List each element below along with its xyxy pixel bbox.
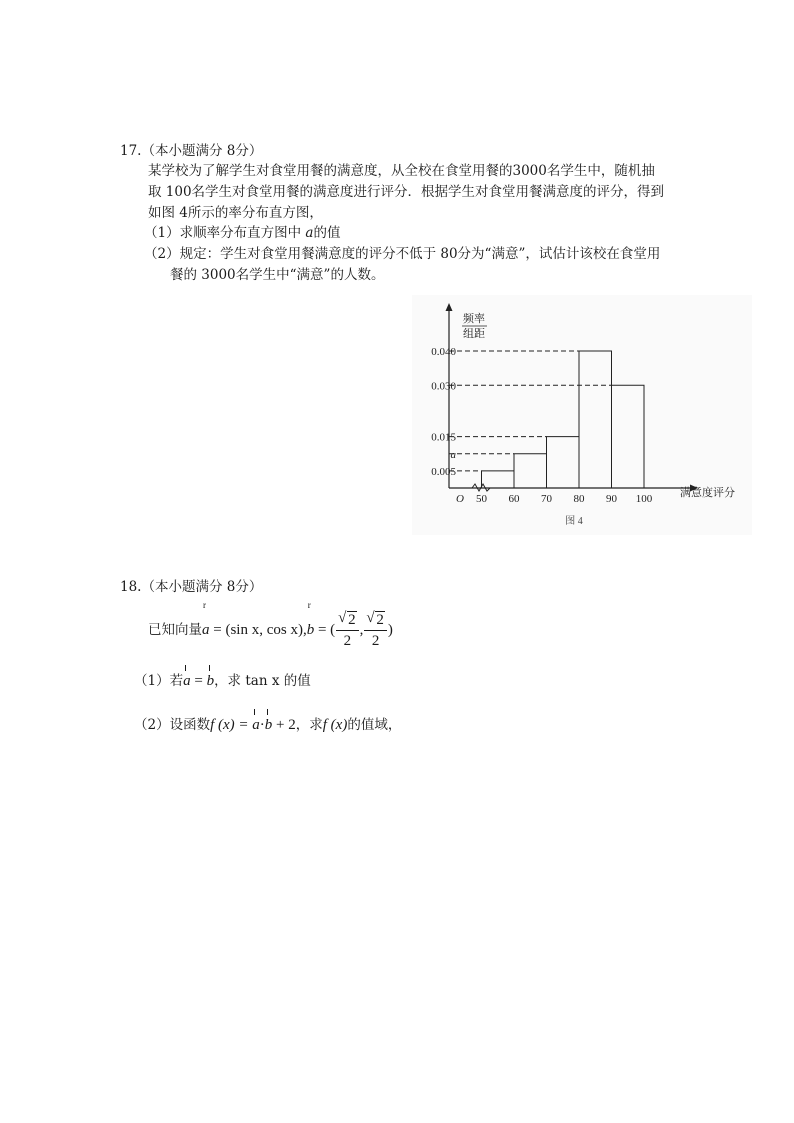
q17-sub1-end: 的值	[313, 225, 341, 241]
q18-given-vectors	[148, 600, 393, 651]
q18-sub2-label: （2）设函数	[134, 717, 211, 733]
sub2-function: f (x) =	[210, 717, 253, 733]
q17-text-line-1: 某学校为了解学生对食堂用餐的满意度，从全校在食堂用餐的3000名学生中，随机抽	[148, 163, 655, 179]
sub2-dot: ·	[259, 717, 265, 733]
x-tick-label: 80	[573, 493, 585, 505]
q18-subquestion-2	[134, 716, 401, 734]
fraction-sqrt2-over-2-first: √ 2 2	[336, 610, 359, 651]
y-label-top: 频率	[463, 313, 485, 325]
q17-text-line-2: 取 100名学生对食堂用餐的满意度进行评分．根据学生对食堂用餐满意度的评分，得到	[148, 184, 665, 200]
q17-subquestion-1	[144, 224, 340, 242]
x-tick-label: 90	[606, 493, 617, 505]
sqrt-icon: √	[366, 610, 375, 627]
sub1-vector-a: a	[183, 672, 191, 690]
sub1-equals: =	[190, 673, 207, 689]
y-tick-label: 0.040	[431, 346, 456, 358]
sub2-vector-a: a	[252, 716, 260, 734]
sub2-plus: + 2	[272, 717, 296, 733]
x-tick-label: 100	[635, 493, 653, 505]
q17-sub1-variable: a	[305, 225, 314, 241]
q18-given-label: 已知向量	[148, 622, 202, 638]
histogram-figure	[412, 295, 752, 535]
x-tick-label: 60	[508, 493, 520, 505]
q17-header: 17.（本小题满分 8分）	[120, 143, 263, 159]
figure-caption: 图 4	[565, 516, 583, 527]
vector-arrow-icon: r	[307, 600, 311, 610]
sub2-function-2: f (x)	[322, 717, 348, 733]
q17-subquestion-2-line-1: （2）规定：学生对食堂用餐满意度的评分不低于 80分为“满意”，试估计该校在食堂用	[144, 246, 661, 262]
q18-sub1-text: ，求 tan x 的值	[214, 673, 311, 689]
fraction-sqrt2-over-2-second: √ 2 2	[364, 610, 387, 651]
y-tick-label: 0.015	[431, 431, 456, 444]
vector-b: r b	[306, 600, 315, 638]
origin-label: O	[456, 493, 464, 505]
q18-subquestion-1	[134, 672, 311, 690]
y-label-bottom: 组距	[463, 328, 485, 340]
sub1-vector-b: b	[207, 672, 215, 690]
q18-header: 18.（本小题满分 8分）	[120, 579, 263, 595]
vector-b-comma: ,	[359, 622, 364, 638]
vector-b-eq: = (	[317, 622, 336, 638]
y-tick-label: a	[450, 448, 456, 461]
q18-sub2-text: ，求	[295, 717, 323, 733]
q17-sub1-label: （1）求顺率分布直方图中	[144, 225, 302, 241]
x-tick-label: 50	[476, 493, 487, 505]
q18-sub2-end: 的值域，	[347, 717, 402, 733]
sub2-vector-b: b	[265, 716, 273, 734]
vector-b-close: )	[387, 622, 393, 638]
q17-subquestion-2-line-2: 餐的 3000名学生中“满意”的人数。	[170, 267, 385, 283]
y-tick-label: 0.030	[431, 380, 456, 393]
x-tick-label: 70	[541, 493, 552, 505]
q17-text-line-3: 如图 4所示的率分布直方图，	[148, 205, 323, 221]
q18-sub1-label: （1）若	[134, 673, 184, 689]
sqrt-icon: √	[338, 610, 347, 627]
vector-arrow-icon: r	[203, 600, 206, 610]
y-tick-label: 0.005	[431, 465, 456, 478]
x-axis-label: 满意度评分	[680, 487, 735, 499]
vector-a-value: = (sin x, cos x),	[213, 622, 307, 638]
vector-a: r a	[202, 600, 210, 638]
